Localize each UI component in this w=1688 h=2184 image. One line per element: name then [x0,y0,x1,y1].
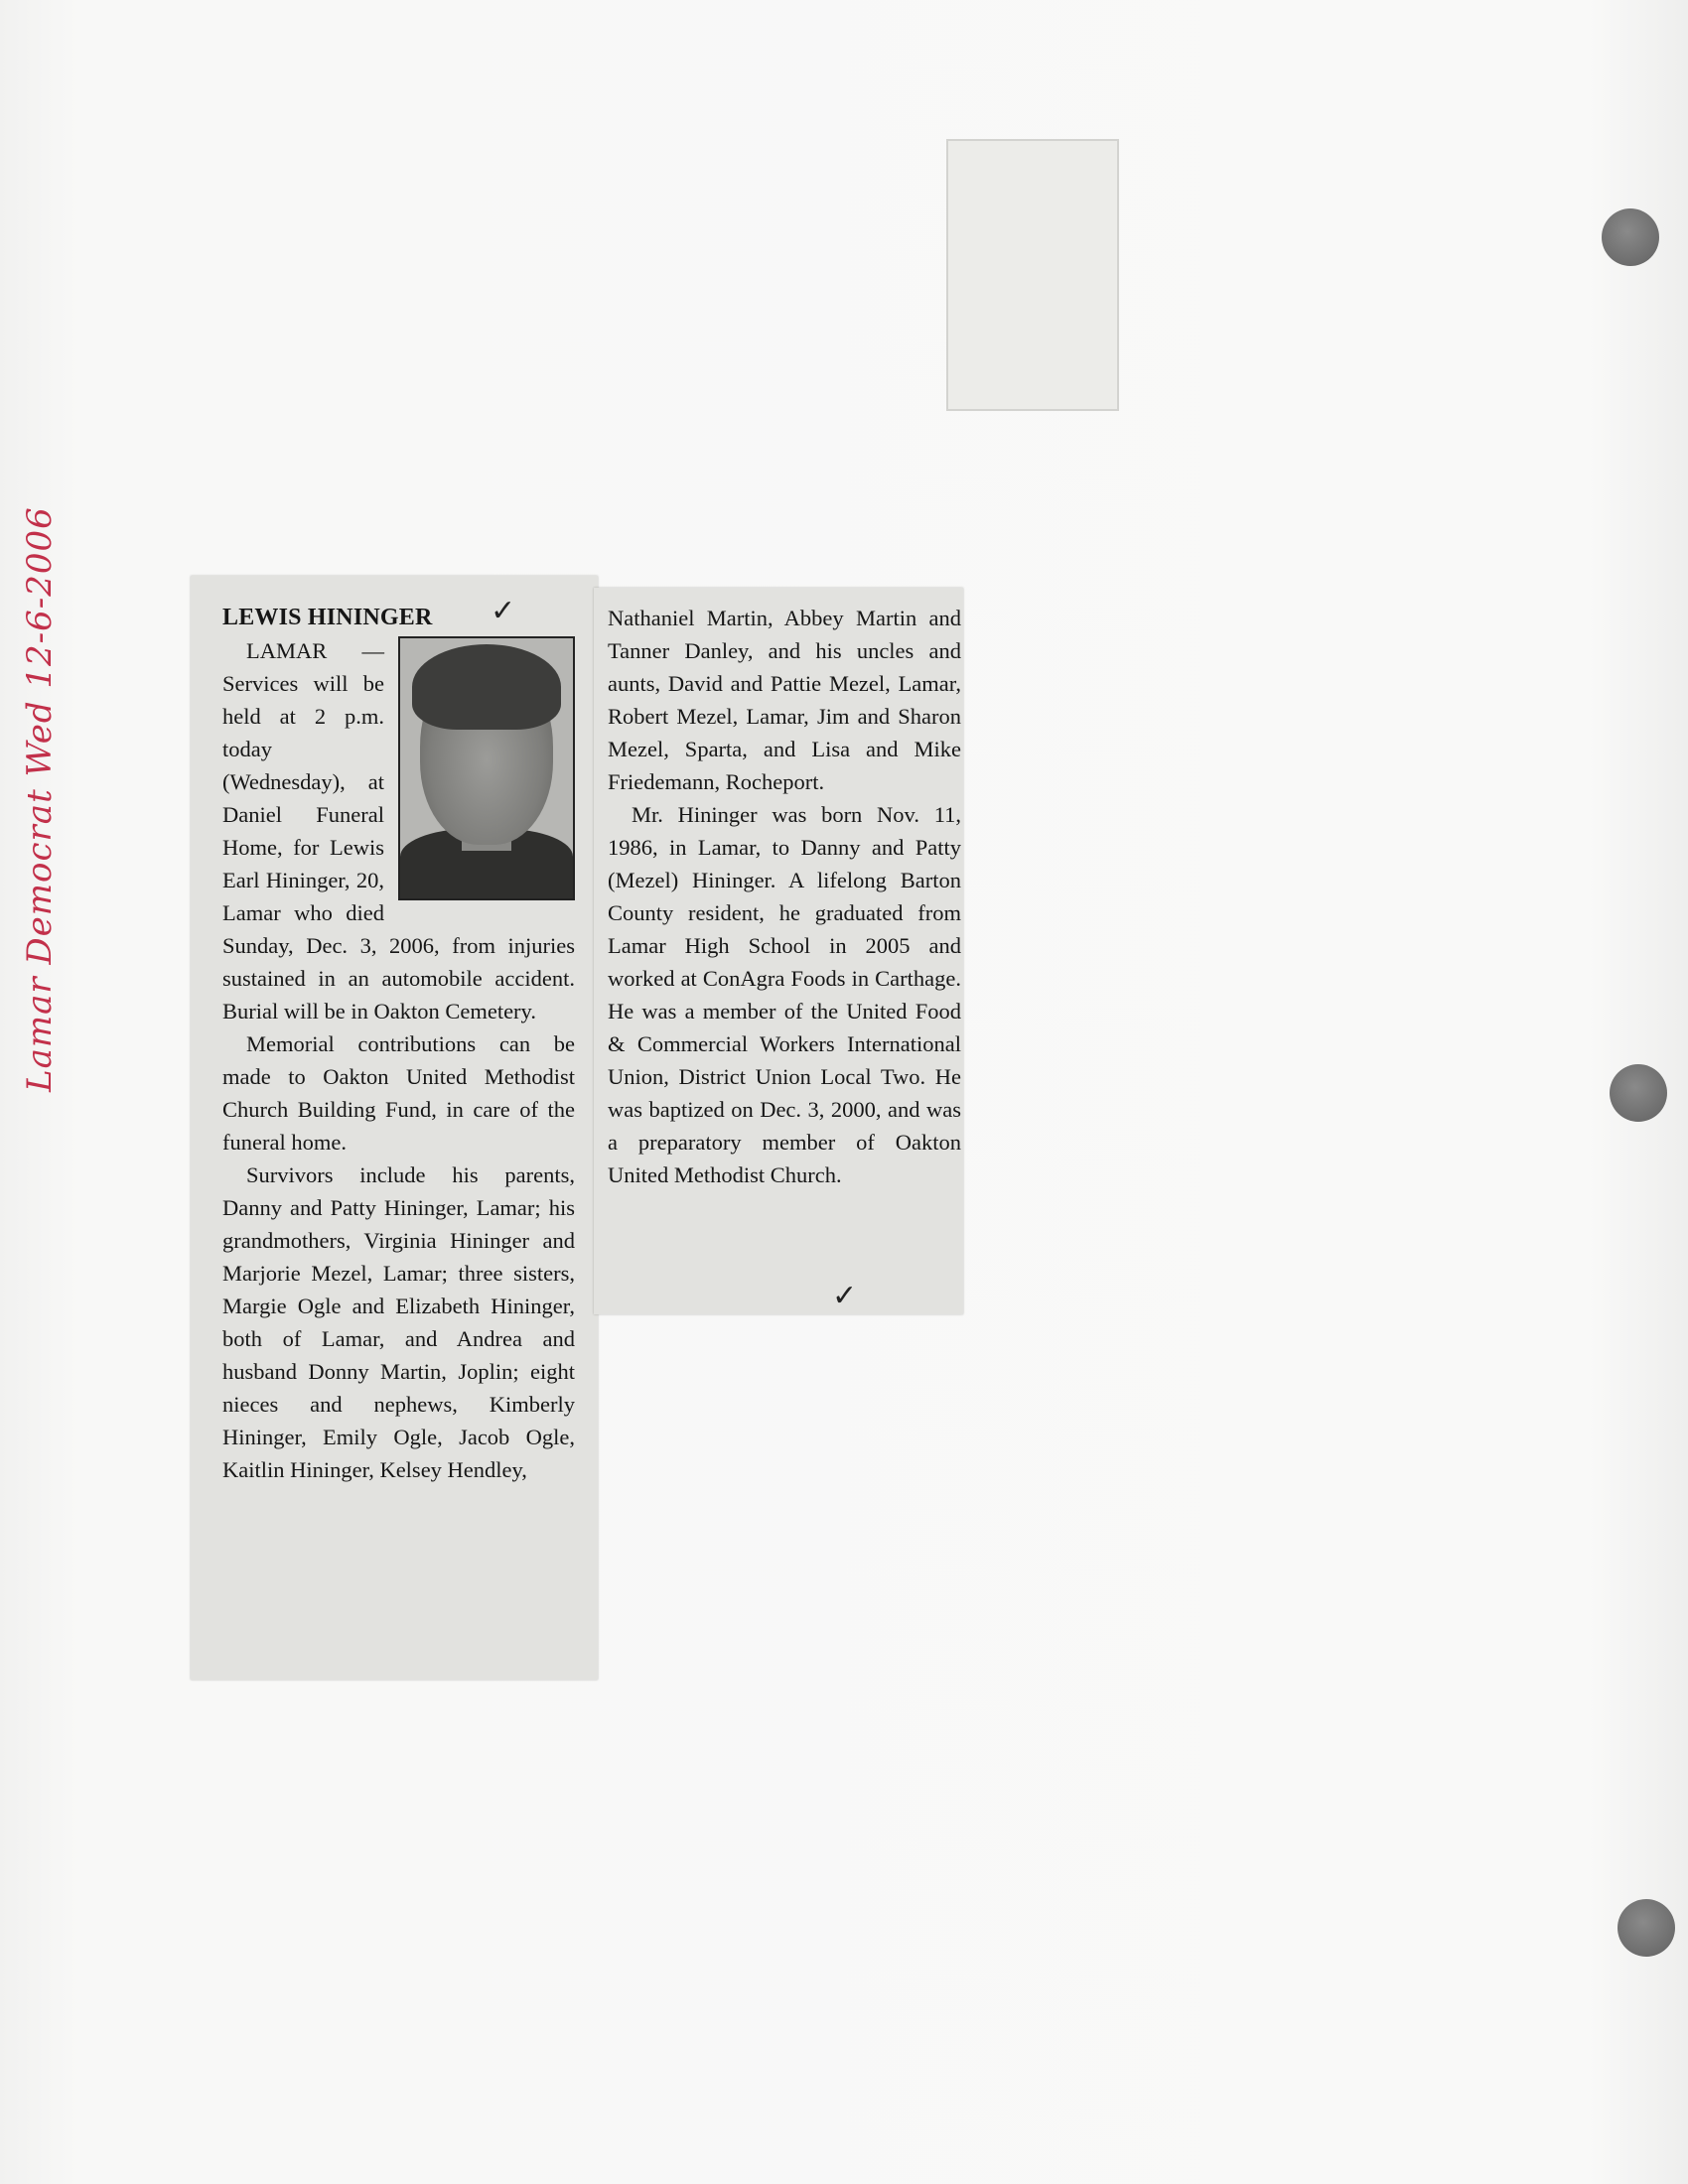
obituary-paragraph: Survivors include his parents, Danny and Patty Hininger, Lamar; his grandmothers, Virginia Hininger and Marjorie Mezel, Lamar; three sisters, Margie Ogle and Elizabeth Hininger, both of Lamar, and Andrea and husband Donny Martin, Joplin; eight nieces and nephews, Kimberly Hininger, Emily Ogle, Jacob Ogle, Kaitlin Hininger, Kelsey Hendley, [222,1162,575,1482]
binder-hole-top [1602,208,1659,266]
check-mark-icon: ✓ [491,594,516,628]
binder-hole-bottom [1618,1899,1675,1957]
binder-hole-middle [1610,1064,1667,1122]
bleed-through-text-left [561,104,914,581]
check-mark-icon: ✓ [832,1279,858,1313]
photo-hair [412,644,561,730]
obituary-paragraph: Memorial contributions can be made to Oakton United Methodist Church Building Fund, in care of the funeral home. [222,1031,575,1155]
obituary-headline: LEWIS HININGER [222,605,433,630]
obituary-paragraph: LAMAR — Services will be held at 2 p.m. today (Wednesday), at Daniel Funeral Home, for Lewis Earl Hininger, 20, Lamar who died Sunday, Dec. 3, 2006, from injuries sustained in an automobile accident. Burial will be in Oakton Cemetery. [222,638,575,1024]
bleed-through-text-right [948,104,1336,1147]
portrait-photo [398,636,575,900]
obituary-right-column [608,602,961,1191]
obituary-paragraph: Nathaniel Martin, Abbey Martin and Tanner Danley, and his uncles and aunts, David and Pattie Mezel, Lamar, Robert Mezel, Lamar, Jim and Sharon Mezel, Sparta, and Lisa and Mike Friedemann, Rocheport. [608,606,961,794]
obituary-paragraph: Mr. Hininger was born Nov. 11, 1986, in Lamar, to Danny and Patty (Mezel) Hininger. A lifelong Barton County resident, he graduated from Lamar High School in 2005 and worked at ConAgra Foods in Carthage. He was a member of the United Food & Commercial Workers International Union, District Union Local Two. He was baptized on Dec. 3, 2000, and was a preparatory member of Oakton United Methodist Church. [608,802,961,1187]
obituary-left-column [222,602,575,1486]
handwritten-source-note: Lamar Democrat Wed 12-6-2006 [20,506,60,1092]
